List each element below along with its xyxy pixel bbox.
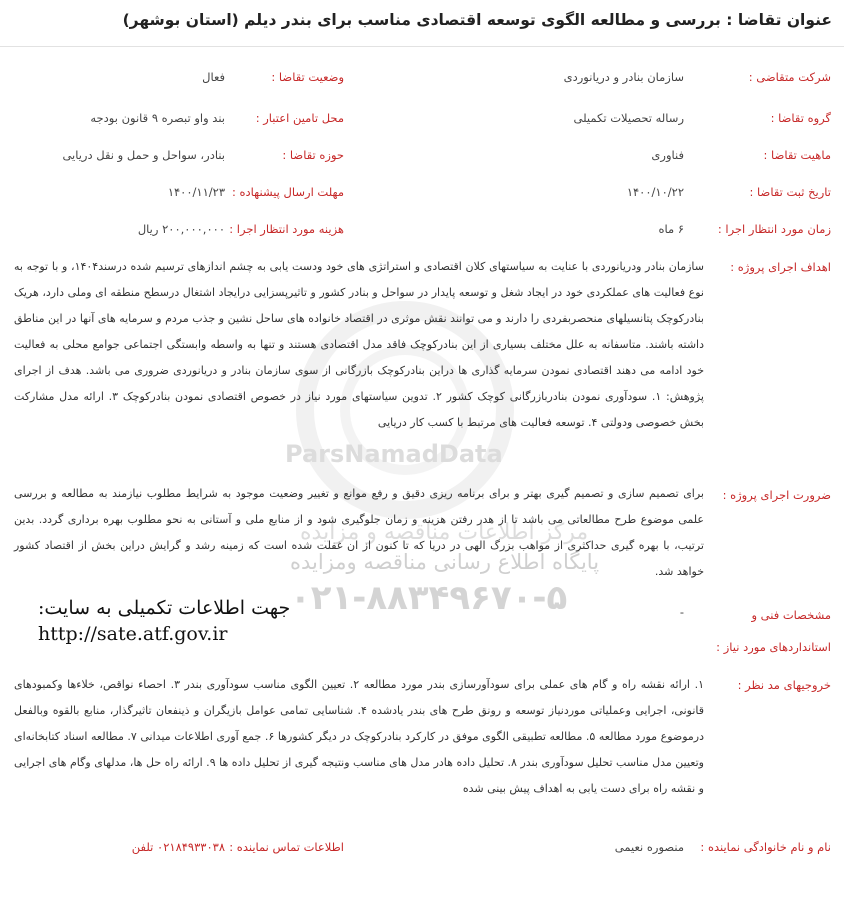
more-info-link[interactable]: http://sate.atf.gov.ir: [38, 623, 228, 645]
more-info-notice: [38, 595, 290, 647]
label-registration-date: تاریخ ثبت تقاضا :: [749, 185, 831, 199]
value-specs: -: [679, 605, 684, 619]
label-proposal-deadline: مهلت ارسال پیشنهاده :: [232, 185, 344, 199]
label-project-goals: اهداف اجرای پروژه :: [730, 260, 831, 274]
value-registration-date: ۱۴۰۰/۱۰/۲۲: [626, 185, 684, 199]
value-representative-phone: ۰۲۱۸۴۹۳۳۰۳۸ تلفن: [131, 840, 225, 854]
value-request-status: فعال: [202, 70, 225, 84]
value-request-group: رساله تحصیلات تکمیلی: [573, 111, 684, 125]
label-request-status: وضعیت تقاضا :: [271, 70, 344, 84]
label-requester-company: شرکت متقاضی :: [748, 70, 831, 84]
label-expected-cost: هزینه مورد انتظار اجرا :: [229, 222, 344, 236]
label-specs-line2: استانداردهای مورد نیاز :: [716, 640, 831, 654]
title-bar: [0, 0, 844, 47]
project-necessity-text: برای تصمیم سازی و تصمیم گیری بهتر و برای برنامه ریزی دقیق و رفع موانع و تغییر وضعیت موجود به شرایط مطلوب نیازمند به مطالعه و بررسی علمی موضوع طرح مطالعاتی می باشد تا از هدر رفتن هزینه و زمان جلوگیری شود و از منابع ملی و آستانی به نحو مطلوب بهره برداری گردد. بدین ترتیب، با بهره گیری حداکثری از مواهب بزرگ الهی در دریا که تا کنون از ان غفلت شده است که زمینه رشد و گرایش دراین بخش از اقتصاد کشور خواهد شد.: [14, 487, 704, 578]
label-expected-outputs: خروجیهای مد نظر :: [737, 678, 831, 692]
value-funding-source: بند واو تبصره ۹ قانون بودجه: [90, 111, 225, 125]
value-request-domain: بنادر، سواحل و حمل و نقل دریایی: [62, 148, 225, 162]
watermark-line2: پایگاه اطلاع رسانی مناقصه ومزایده: [290, 550, 600, 574]
page-title: عنوان تقاضا : بررسی و مطالعه الگوی توسعه اقتصادی مناسب برای بندر دیلم (استان بوشهر): [122, 11, 832, 29]
label-specs-line1: مشخصات فنی و: [751, 608, 831, 622]
label-representative-name: نام و نام خانوادگی نماینده :: [700, 840, 831, 854]
expected-outputs-text: ۱. ارائه نقشه راه و گام های عملی برای سودآورسازی بندر مورد مطالعه ۲. تعیین الگوی مناسب سودآوری بندر ۳. احصاء نواقص، خلاءها وکمبودهای قانونی، اجرایی وعملیاتی موردنیاز توسعه و رونق طرح های بندر یادشده ۴. شناسایی تمامی عوامل بازیگران و ذینفعان تاثیرگذار، منابع بالقوه وبالفعل درموضوع مورد مطالعه ۵. مطالعه تطبیقی الگوی موفق در کارکرد بنادرکوچک در دیگر کشورها ۶. جمع آوری اطلاعات میدانی ۷. مطالعه اسناد کتابخانه‌ای وتعیین مدل مناسب تحلیل سودآوری بندر ۸. تحلیل داده هادر مدل های مناسب ونتیجه گیری از تحلیل داده ها ۹. ارائه راه حل ها، مدلهای وگام های اجرایی و نقشه راه برای دست یابی به اهداف پیش بینی شده: [14, 678, 704, 795]
label-request-nature: ماهیت تقاضا :: [763, 148, 831, 162]
label-request-domain: حوزه تقاضا :: [282, 148, 344, 162]
watermark-phone: ۰۲۱-۸۸۳۴۹۶۷۰-۵: [290, 578, 568, 618]
value-request-nature: فناوری: [651, 148, 684, 162]
value-proposal-deadline: ۱۴۰۰/۱۱/۲۳: [167, 185, 225, 199]
more-info-text: جهت اطلاعات تکمیلی به سایت:: [38, 597, 291, 619]
value-requester-company: سازمان بنادر و دریانوردی: [563, 70, 684, 84]
label-request-group: گروه تقاضا :: [770, 111, 831, 125]
value-representative-name: منصوره نعیمی: [614, 840, 684, 854]
value-expected-cost: ۲۰۰,۰۰۰,۰۰۰ ریال: [137, 222, 225, 236]
watermark-line1: مرکز اطلاعات مناقصه و مزایده: [300, 520, 589, 545]
label-project-necessity: ضرورت اجرای پروژه :: [722, 488, 831, 502]
value-expected-duration: ۶ ماه: [658, 222, 684, 236]
label-expected-duration: زمان مورد انتظار اجرا :: [717, 222, 831, 236]
watermark-brand: ParsNamadData: [285, 440, 503, 468]
label-funding-source: محل تامین اعتبار :: [255, 111, 344, 125]
label-representative-contact: اطلاعات تماس نماینده :: [229, 840, 344, 854]
project-goals-text: سازمان بنادر ودریانوردی با عنایت به سیاستهای کلان اقتصادی و استراتژی های خود ودست یابی به چشم اندازهای ترسیم شده درسند۱۴۰۴، و با توجه به نوع فعالیت های عملکردی خود در ایجاد شغل و توسعه پایدار در سواحل و بنادر کشور و تاثیرپسزایی درایجاد اشتغال درسطح منطقه ای وملی دارد، هریک بنادرکوچک پتانسیلهای منحصربفردی را دارند و می توانند نقش موثری در اقتصاد خانواده های ساحل نشین و جذب مردم و سرمایه های آنها در این مناطق داشته باشند. متاسفانه به علل مختلف بسیاری از این بنادرکوچک فاقد مدل اقتصادی هستند و تنها به واسطه وابستگی اجتماعی جوامع محلی به فعالیت خود ادامه می دهند اقتصادی نمودن سرمایه گذاری ها دراین بنادرکوچک بازرگانی از سوی سازمان بنادر و دریانوردی ضروری می باشد. هدف از اجرای پژوهش: ۱. سودآوری نمودن بنادربازرگانی کوچک کشور ۲. تدوین سیاستهای مورد نیاز در خصوص اقتصادی نمودن بنادرکوچک ۳. ارائه مدل مشارکت بخش خصوصی ودولتی ۴. توسعه فعالیت های مرتبط با کسب کار دریایی: [14, 260, 705, 429]
